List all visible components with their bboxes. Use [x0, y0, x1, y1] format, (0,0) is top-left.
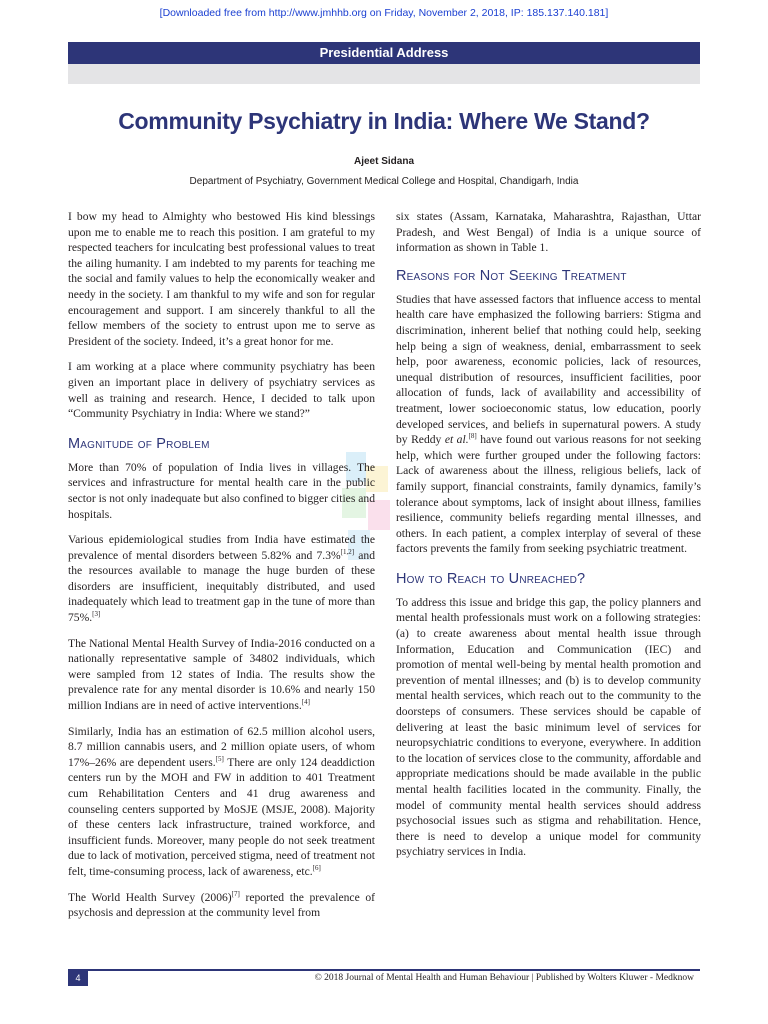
header-band: [68, 64, 700, 84]
citation[interactable]: [6]: [312, 864, 321, 873]
text-run: Various epidemiological studies from India have estimated the prevalence of mental disorders between 5.82% and 7.3%: [68, 533, 375, 562]
section-heading-reasons: Reasons for Not Seeking Treatment: [396, 267, 627, 284]
paragraph-population: More than 70% of population of India lives in villages. The services and infrastructure for mental health care in the public sector is not only inadequate but also confined to bigger cities and hospitals.: [68, 460, 375, 521]
paragraph-substance-use: [68, 724, 375, 880]
page-number: 4: [68, 971, 88, 986]
paragraph-acknowledgement: I bow my head to Almighty who bestowed His kind blessings upon me to enable me to reach this position. I am grateful to my respected teachers for inculcating best professional values to treat the ailing humanity. I am indebted to my parents for teaching me the social and family values to help the economically weaker and needy in the society. I am thankful to my wife and son for regular encouragement and support. I am sincerely thankful to all the fellow members of the society to entrust upon me to serve as President of the society. Indeed, it’s a great honor for me.: [68, 210, 375, 348]
paragraph-introduction: I am working at a place where community psychiatry has been given an important place in delivery of psychiatry services as well as training and research. Hence, I decided to talk upon “Community Psychiatry in India: Where we stand?”: [68, 360, 375, 421]
paragraph-strategies: To address this issue and bridge this gap, the policy planners and mental health professionals must work on a following strategies: (a) to create awareness about mental health issue through Information, Education and Communication (IEC) and promotion of mental well-being by mental health promotion and prevention of mental illnesses; and (b) is to develop community mental health services, which reach out to the community to the doorsteps of consumers. These services should be capable of delivering at least the basic minimum level of services for neuropsychiatric conditions to everyone, everywhere. In addition to the location of services close to the community, affordable and appropriate medications should be made available in the public mental health facilities located in the community. Finally, the model of community mental health services should address psychosocial issues such as stigma and rehabilitation. Hence, there is need to develop a unique model for community psychiatry services in India.: [396, 595, 701, 859]
text-run: The National Mental Health Survey of India-2016 conducted on a nationally representative sample of 34802 individuals, which were sampled from 12 states of India. The results show the prevalence rate for any mental disorder is 10.6% and nearly 150 million Indians are in need of active interventions.: [68, 636, 375, 713]
citation[interactable]: [7]: [231, 889, 240, 898]
left-column: [68, 209, 375, 931]
citation[interactable]: [3]: [92, 610, 101, 619]
paragraph-national-survey: [68, 636, 375, 714]
footer-rule: [68, 969, 700, 971]
citation[interactable]: [1,2]: [340, 547, 355, 556]
article-title: Community Psychiatry in India: Where We Stand?: [118, 108, 650, 134]
download-note: [Downloaded free from http://www.jmhhb.org on Friday, November 2, 2018, IP: 185.137.140.181]: [159, 7, 609, 19]
right-column: [396, 209, 701, 870]
section-heading-magnitude: Magnitude of Problem: [68, 435, 210, 452]
text-run-italic: et al.: [444, 433, 469, 447]
paragraph-world-health-survey: [68, 890, 375, 921]
section-heading-reach: How to Reach to Unreached?: [396, 570, 586, 587]
paragraph-barriers: [396, 292, 701, 557]
text-run: Studies that have assessed factors that influence access to mental health care have emphasized the following barriers: Stigma and discrimination, inherent belief that nothing could help, seeking help being a sign of weakness, denial, embarrassment to seek help, poor awareness, economic policies, lack of resources, unequal distribution of resources, insufficient facilities, poor allocation of funds, lack of availability and accessibility of treatment, lower socioeconomic status, low education, poorly developed services, and beliefs in supernatural powers. A study by Reddy: [396, 292, 701, 447]
citation[interactable]: [4]: [301, 698, 310, 707]
text-run: reported the prevalence of psychosis and depression at the community level from: [68, 890, 375, 920]
footer-copyright: © 2018 Journal of Mental Health and Human Behaviour | Published by Wolters Kluwer - Medknow: [314, 973, 694, 983]
text-run: Similarly, India has an estimation of 62.5 million alcohol users, 8.7 million cannabis users, and 2 million opiate users, of whom 17%–26% are dependent users.: [68, 724, 375, 769]
section-label: Presidential Address: [68, 42, 700, 64]
paragraph-epidemiology: [68, 532, 375, 626]
author-affiliation: Department of Psychiatry, Government Medical College and Hospital, Chandigarh, India: [189, 176, 579, 187]
citation[interactable]: [5]: [215, 754, 224, 763]
author-name: Ajeet Sidana: [353, 156, 415, 167]
text-run: and the resources available to manage the huge burden of these disorders are insufficient, inequitably distributed, and used inadequately which lead to treatment gap in the tune of more than 75%.: [68, 548, 375, 625]
text-run: have found out various reasons for not seeking help, which were further grouped under the following factors: Lack of awareness about the illness, religious beliefs, lack of family support, financial constraints, family dynamics, family’s tolerance about symptoms, lack of insight about illness, families resilience, community beliefs regarding mental illnesses, and others. In each patient, a complex interplay of several of these factors prevents the family from seeking psychiatric treatment.: [396, 433, 701, 556]
text-run: The World Health Survey (2006): [68, 890, 232, 904]
text-run: There are only 124 deaddiction centers run by the MOH and FW in addition to 401 Treatment cum Rehabilitation Centers and 41 drug awareness and counseling centers supported by MoSJE (MSJE, 2008). Majority of these centers lack infrastructure, trained workforce, and insufficient funds. Moreover, many people do not seek treatment due to lack of motivation, perceived stigma, need of treatment not felt, time-consuming process, lack of awareness, etc.: [68, 755, 375, 878]
citation[interactable]: [8]: [468, 432, 477, 441]
paragraph-six-states: six states (Assam, Karnataka, Maharashtra, Rajasthan, Uttar Pradesh, and West Bengal) of India is a unique source of information as shown in Table 1.: [396, 210, 701, 255]
